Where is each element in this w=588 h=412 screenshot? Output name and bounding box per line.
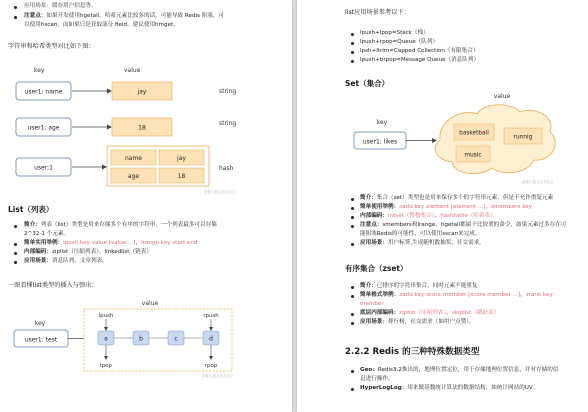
set-diagram: [352, 90, 562, 188]
list-value-header: value: [141, 300, 159, 307]
code-smembers: smembers key: [490, 204, 532, 210]
geo-label: Geo：: [360, 367, 378, 373]
list-encoding-text: ziplist（压缩列表）、linkedlist（链表）: [51, 249, 152, 255]
bullet-dot: [351, 322, 354, 325]
list-usage-label: 简单实用举例：: [24, 240, 64, 246]
hash-field-name: name: [124, 155, 143, 162]
hash-field-value: jay: [177, 155, 186, 162]
zset-encoding-label: 底层内部编码：: [360, 310, 400, 316]
bullet-dot: [351, 42, 354, 45]
list-scenario-item: lpush+brpop=Message Queue（消息队列）: [360, 57, 480, 63]
set-member-text: runnig: [513, 134, 533, 141]
list-scenarios-intro: list应用场景参考以下：: [345, 9, 410, 16]
list-node-label: b: [139, 335, 143, 343]
bullet-dot: [14, 16, 17, 19]
code-separator: 、: [434, 213, 441, 219]
set-scenario-bullet: [360, 240, 485, 248]
bullet-dot: [14, 252, 17, 255]
code-lpush: lpush key value [value ...]: [63, 240, 136, 246]
type-label-hash: hash: [219, 165, 234, 172]
set-value-header: value: [493, 93, 511, 100]
code-separator: 、: [446, 310, 452, 316]
left-page[interactable]: [0, 0, 292, 412]
code-intset: intset（整数集合）: [387, 213, 435, 219]
list-intro-text: 列表（list）类型是用来存储多个有序的字符串，一个列表最多可以存储: [40, 222, 217, 228]
string-value-age: 18: [138, 124, 146, 132]
set-note-text: smembers和lrange、hgetall都属于比较重的命令，如果元素过多存在可: [382, 222, 567, 228]
code-zrank-continued: member: [360, 301, 384, 307]
diagram-key-header: key: [34, 67, 45, 74]
geo-continued: 息进行操作。: [360, 376, 394, 382]
bullet-dot: [351, 388, 354, 391]
list-scenario-text: 消息队列，文章列表。: [51, 258, 108, 264]
compare-intro: 字符串和哈希类型对比如下图：: [8, 43, 95, 50]
zset-encoding-bullet: [360, 310, 499, 318]
code-separator: ，: [485, 204, 491, 210]
set-scenario-label: 应用场景：: [360, 240, 388, 246]
diagram-watermark: @稀土掘金技术社区: [202, 374, 234, 378]
hyperloglog-label: HyperLogLog：: [360, 385, 408, 391]
hash-note-text: 如果开发使用hgetall，哈希元素比较多的话，可能导致 Redis 阻塞，可: [46, 13, 225, 19]
bullet-dot: [351, 370, 354, 373]
hash-note: [24, 13, 224, 21]
hyperloglog-text: 用来做基数统计算法的数据结构，如统计网站的UV。: [407, 385, 539, 391]
geo-text: Redis3.2推出的，地理位置定位，用于存储地理位置信息，并对存储的信: [377, 367, 559, 373]
list-encoding-bullet: [24, 249, 152, 257]
zset-usage-label: 简单格式举例：: [360, 292, 400, 298]
list-scenario-item: lpush+rpop=Queue（队列）: [360, 39, 439, 45]
diagram-watermark: @稀土掘金技术社区: [204, 190, 236, 194]
lpop-label: lpop: [100, 363, 112, 369]
string-key-name: user1: name: [24, 88, 63, 96]
list-scenario-label: 应用场景：: [24, 258, 52, 264]
string-key-age: user1: age: [27, 124, 60, 132]
set-note-continued: 能阻塞Redis的可能性，可以使用sscan来完成。: [360, 231, 481, 237]
zset-scenario-text: 排行榜，社交需求（如用户点赞）。: [387, 319, 475, 325]
set-member-text: basketball: [459, 130, 489, 137]
list-key-header: key: [34, 320, 46, 327]
bullet-dot: [351, 207, 354, 210]
bullet-dot: [351, 286, 354, 289]
zset-usage-bullet: [360, 292, 553, 300]
zset-heading: 有序集合（zset）: [345, 264, 408, 273]
list-usage-bullet: [24, 240, 198, 248]
set-note-bullet: [360, 222, 566, 230]
type-label-string: string: [219, 120, 237, 127]
diagram-watermark: @稀土掘金技术社区: [522, 180, 554, 184]
lpush-label: lpush: [98, 313, 114, 319]
hash-field-name: age: [127, 173, 140, 180]
set-member-text: music: [464, 152, 482, 159]
list-intro-label: 简介：: [24, 222, 41, 228]
set-scenario-text: 用户标签,生成随机数抽奖、社交需求。: [387, 240, 485, 246]
set-usage-bullet: [360, 204, 532, 212]
set-intro-bullet: [360, 195, 553, 203]
hash-note-continued: 以使用hscan。而如果只是获取部分 field，建议使用hmget。: [24, 22, 179, 28]
bullet-dot: [351, 51, 354, 54]
zset-intro-text: 已排序的字符串集合，同时元素不能重复: [376, 283, 478, 289]
zset-intro-bullet: [360, 283, 478, 291]
code-ziplist: ziplist（压缩列表）: [399, 310, 447, 316]
bullet-dot: [14, 261, 17, 264]
geo-bullet: [360, 367, 558, 375]
bullet-dot: [14, 225, 17, 228]
list-node-label: a: [104, 335, 108, 343]
hyperloglog-bullet: [360, 385, 538, 393]
list-node-label: c: [174, 335, 178, 343]
code-separator: ，: [520, 292, 526, 298]
set-encoding-bullet: [360, 213, 496, 221]
bullet-dot: [351, 313, 354, 316]
zset-intro-label: 简介：: [360, 283, 377, 289]
rpop-label: rpop: [204, 363, 218, 369]
zset-scenario-label: 应用场景：: [360, 319, 388, 325]
list-scenario-item: lpsh+ltrim=Capped Collection（有限集合）: [360, 48, 479, 54]
bullet-dot: [351, 198, 354, 201]
set-intro-text: 集合（set）类型也是用来保存多个的字符串元素，但是不允许重复元素: [376, 195, 554, 201]
code-skiplist: skiplist（跳跃表）: [451, 310, 500, 316]
special-types-heading: 2.2.2 Redis 的三种特殊数据类型: [345, 347, 480, 357]
code-sadd: sadd key element [element ...]: [399, 204, 486, 210]
list-intro-bullet: [24, 222, 217, 230]
set-usage-label: 简单使用举例：: [360, 204, 400, 210]
set-key-header: key: [376, 119, 388, 126]
code-hashtable: hashtable（哈希表）: [440, 213, 496, 219]
list-scenario-item: lpush+lpop=Stack（栈）: [360, 30, 429, 36]
bullet-dot: [351, 216, 354, 219]
set-encoding-label: 内部编码：: [360, 213, 388, 219]
set-key-text: user1: likes: [362, 138, 398, 146]
code-lrange: lrange key start end: [141, 240, 198, 246]
bullet-dot: [14, 6, 17, 9]
diagram-value-header: value: [124, 67, 141, 74]
right-page[interactable]: [297, 0, 588, 412]
bullet-dot: [14, 243, 17, 246]
bullet-dot: [351, 33, 354, 36]
set-note-label: 注意点：: [360, 222, 383, 228]
list-node-label: d: [209, 335, 213, 343]
string-value-name: jay: [137, 88, 147, 96]
zset-scenario-bullet: [360, 319, 475, 327]
bullet-dot: [351, 225, 354, 228]
set-heading: Set（集合）: [345, 79, 390, 88]
set-intro-label: 简介：: [360, 195, 377, 201]
string-hash-compare-diagram: [14, 62, 264, 197]
code-zrank: zrank key: [525, 292, 553, 298]
rpush-label: rpush: [203, 313, 219, 319]
hash-note-label: 注意点：: [24, 13, 47, 19]
code-zadd: zadd key score member [score member ...]: [399, 292, 521, 298]
bullet-dot: [351, 295, 354, 298]
push-pop-intro: 一图看懂list类型的插入与弹出：: [8, 282, 98, 289]
list-key-text: user1: test: [24, 336, 58, 344]
code-separator: ，: [135, 240, 142, 246]
type-label-string: string: [219, 88, 237, 95]
hash-field-value: 18: [177, 173, 186, 180]
hash-usage-text: 应用场景：缓存用户信息等。: [24, 3, 97, 9]
bullet-dot: [351, 243, 354, 246]
list-intro-continued: 2^32-1 个元素。: [24, 231, 70, 237]
bullet-dot: [351, 60, 354, 63]
list-push-pop-diagram: [10, 297, 255, 389]
list-encoding-label: 内部编码：: [24, 249, 52, 255]
list-heading: List（列表）: [8, 205, 54, 214]
list-scenario-bullet: [24, 258, 108, 266]
hash-key-text: user:1: [34, 164, 53, 172]
